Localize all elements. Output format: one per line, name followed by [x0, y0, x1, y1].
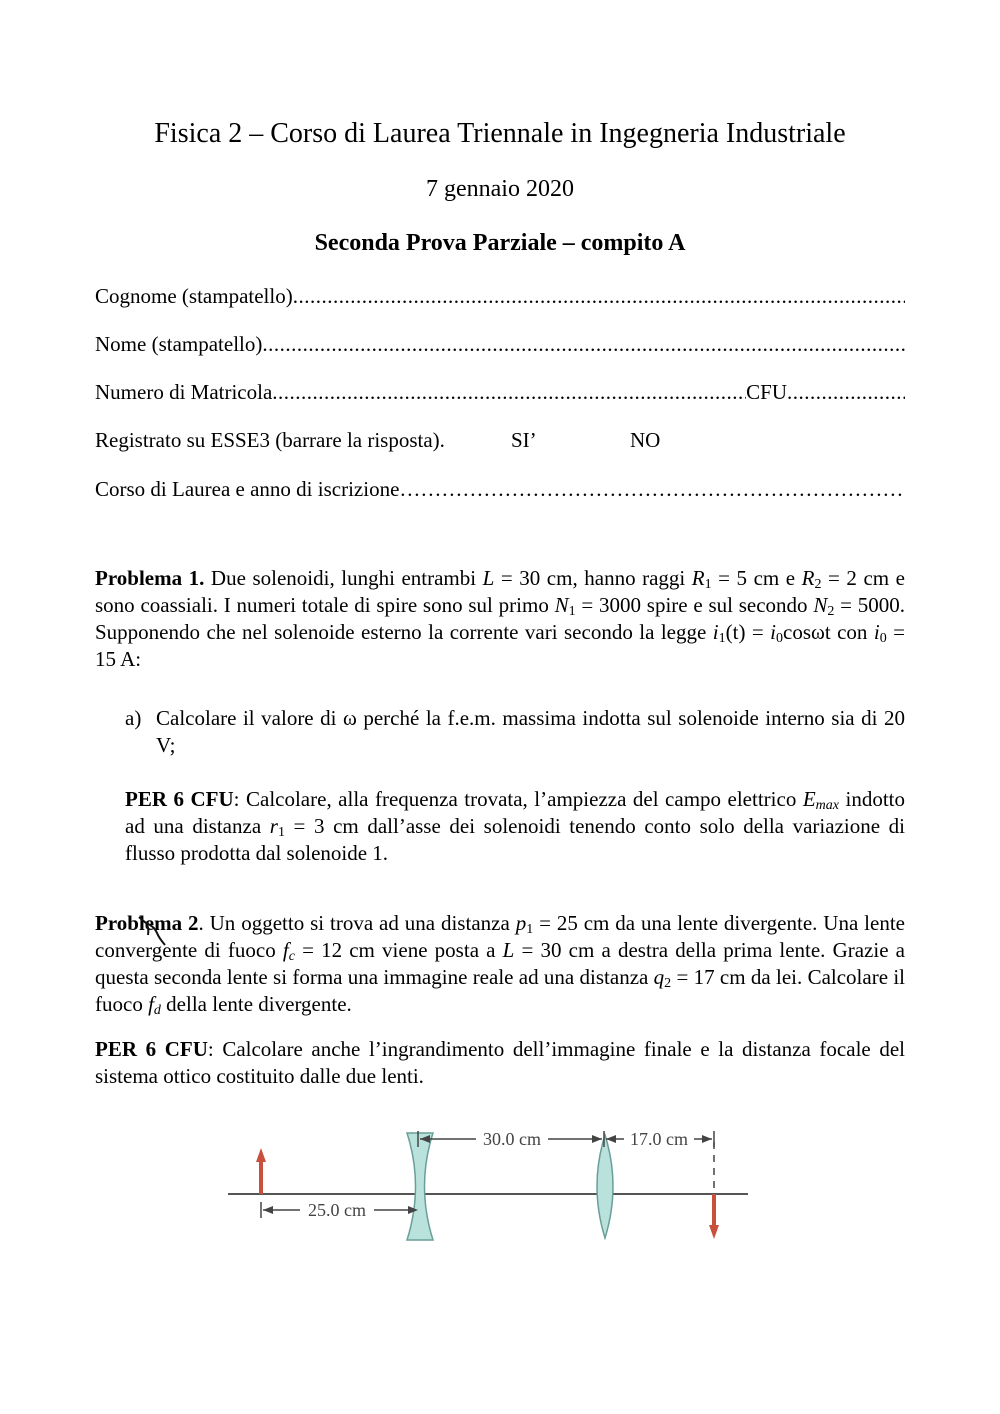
- label-17cm: 17.0 cm: [630, 1129, 688, 1149]
- p1-var: N: [554, 593, 569, 617]
- p1-sub: 1: [718, 631, 726, 646]
- problem1-heading: Problema 1.: [95, 566, 205, 590]
- item-a-text: Calcolare il valore di ω perché la f.e.m. massima indotta sul solenoide interno sia di 20 V;: [156, 706, 905, 757]
- p1c-text: = 3 cm dall’asse dei solenoidi tenendo conto solo della variazione di flusso prodotta dal solenoide 1.: [125, 814, 905, 865]
- object-arrow-icon: [256, 1148, 266, 1194]
- corso-field[interactable]: [95, 476, 905, 502]
- corso-label: Corso di Laurea e anno di iscrizione: [95, 477, 400, 501]
- handwritten-pen-mark: [95, 895, 175, 955]
- exam-date: 7 gennaio 2020: [426, 176, 574, 202]
- converging-lens-icon: [597, 1135, 613, 1238]
- item-a-marker: a): [125, 706, 142, 730]
- cognome-label: Cognome (stampatello): [95, 284, 293, 308]
- p1-var: i: [770, 620, 777, 644]
- problem1-item-a: [125, 705, 905, 759]
- p2-var: f: [148, 992, 154, 1016]
- nome-dots: [262, 331, 905, 357]
- p1-var: L: [482, 566, 495, 590]
- cognome-dots: [293, 283, 905, 309]
- p1-var: i: [873, 620, 880, 644]
- p1c-text: : Calcolare, alla frequenza trovata, l’ampiezza del campo elettrico: [233, 787, 803, 811]
- problem2-text: [95, 910, 905, 1018]
- p2-text: = 17 cm da lei. Calcolare il fuoco: [95, 965, 906, 1016]
- label-30cm: 30.0 cm: [483, 1129, 541, 1149]
- p1c-var: r: [269, 814, 278, 838]
- problem2-heading: Problema 2: [95, 911, 199, 935]
- p1c-var: E: [802, 787, 816, 811]
- cfu-label: CFU: [746, 380, 787, 404]
- p2-text: = 25 cm da una lente divergente. Una lente convergente di fuoco: [95, 911, 905, 962]
- p1c-sub: 1: [277, 825, 285, 840]
- p1-sub: 2: [814, 577, 822, 592]
- page-title: Fisica 2 – Corso di Laurea Triennale in Ingegneria Industriale: [154, 118, 846, 149]
- p1-sub: 0: [776, 631, 784, 646]
- p1-text: = 30 cm, hanno raggi: [494, 566, 692, 590]
- p1-text: Due solenoidi, lunghi entrambi: [204, 566, 483, 590]
- p1-var: R: [691, 566, 705, 590]
- p1-text: (t) =: [725, 620, 771, 644]
- p1-sub: 1: [568, 604, 576, 619]
- p2-text: = 12 cm viene posta a: [294, 938, 503, 962]
- p2-var: q: [653, 965, 665, 989]
- label-25cm: 25.0 cm: [308, 1200, 366, 1220]
- matricola-dots: [272, 379, 746, 405]
- p2-var: f: [282, 938, 289, 962]
- cognome-field[interactable]: [95, 283, 905, 309]
- p1c-text: indotto ad una distanza: [125, 787, 905, 838]
- image-arrow-icon: [709, 1142, 719, 1239]
- p1-text: cosωt con: [783, 620, 874, 644]
- p2-text: della lente divergente.: [160, 992, 352, 1016]
- corso-dots: [399, 476, 905, 502]
- p1-text: = 2 cm e sono coassiali. I numeri totale di spire sono sul primo: [95, 566, 905, 617]
- matricola-label: Numero di Matricola: [95, 380, 273, 404]
- p2-sub: c: [288, 949, 295, 964]
- p1-var: i: [712, 620, 719, 644]
- p2-text: . Un oggetto si trova ad una distanza: [198, 911, 516, 935]
- matricola-field[interactable]: [95, 379, 905, 405]
- registrato-label: Registrato su ESSE3 (barrare la risposta).: [95, 428, 445, 452]
- p2-sub: 2: [664, 976, 672, 991]
- exam-subtitle: Seconda Prova Parziale – compito A: [314, 230, 686, 256]
- problem1-cfu-text: [125, 786, 905, 867]
- p1-sub: 0: [879, 631, 887, 646]
- problem1-cfu-heading: PER 6 CFU: [125, 787, 234, 811]
- p1-sub: 1: [704, 577, 712, 592]
- registrato-field: [95, 427, 905, 453]
- cfu-dots: [787, 379, 905, 405]
- p1-sub: 2: [827, 604, 835, 619]
- answer-si[interactable]: SI’: [511, 428, 537, 452]
- p1c-sub: max: [815, 798, 839, 813]
- problem1-text: [95, 565, 905, 673]
- p1-var: R: [801, 566, 815, 590]
- p1-text: = 5000. Supponendo che nel solenoide esterno la corrente vari secondo la legge: [95, 593, 906, 644]
- nome-label: Nome (stampatello): [95, 332, 263, 356]
- p2-var: L: [502, 938, 515, 962]
- lens-diagram: [0, 1120, 1000, 1250]
- p2-sub: d: [153, 1003, 161, 1018]
- answer-no[interactable]: NO: [630, 428, 661, 452]
- p1-text: = 3000 spire e sul secondo: [575, 593, 814, 617]
- p1-text: = 15 A:: [95, 620, 905, 671]
- p2-var: p: [515, 911, 527, 935]
- p2-text: = 30 cm a destra della prima lente. Grazie a questa seconda lente si forma una immagine reale ad una distanza: [95, 938, 906, 989]
- problem2-cfu-heading: PER 6 CFU: [95, 1037, 208, 1061]
- diverging-lens-icon: [407, 1133, 433, 1240]
- p2-sub: 1: [526, 922, 534, 937]
- p1-var: N: [813, 593, 828, 617]
- nome-field[interactable]: [95, 331, 905, 357]
- p1-text: = 5 cm e: [711, 566, 802, 590]
- p2c-text: : Calcolare anche l’ingrandimento dell’immagine finale e la distanza focale del sistema ottico costituito dalle due lenti.: [95, 1037, 905, 1088]
- problem2-cfu-text: [95, 1036, 905, 1090]
